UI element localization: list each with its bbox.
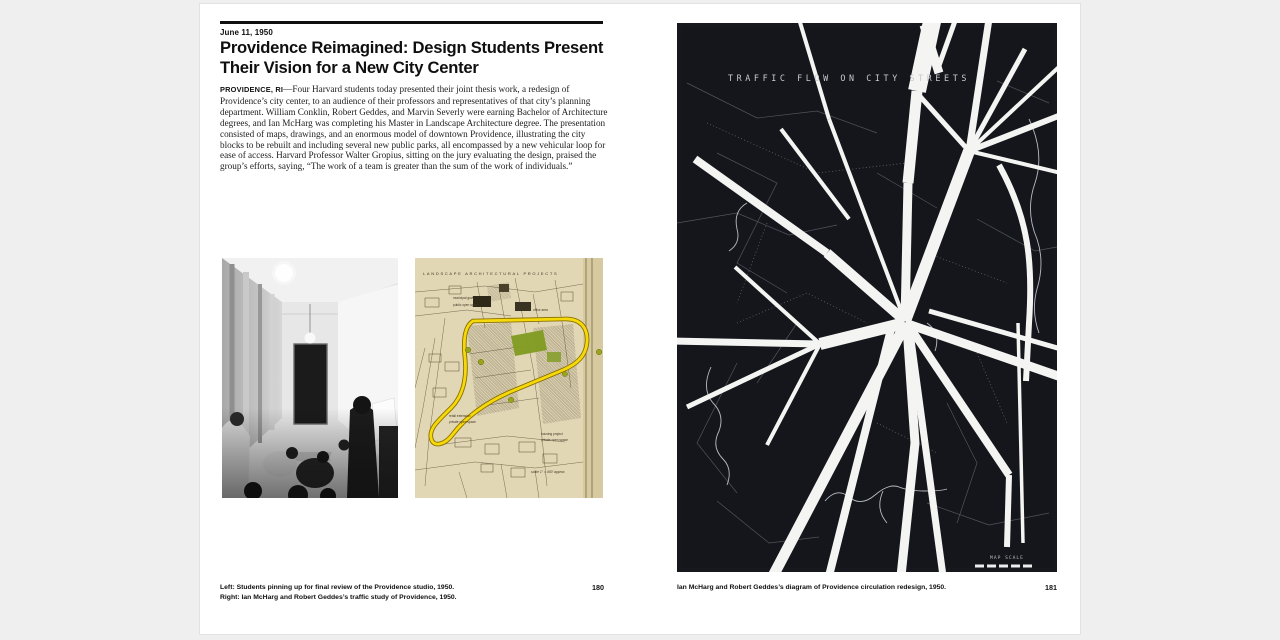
book-spread — [200, 4, 1080, 634]
article-body — [220, 84, 610, 172]
study-map-label-retail-open: private open space — [449, 420, 476, 424]
header-rule — [220, 21, 603, 24]
study-map-label-municipal: municipal govt — [453, 296, 474, 300]
study-map-label-retail: retail extension — [449, 414, 471, 418]
caption-right-map: Right: Ian McHarg and Robert Geddes’s traffic study of Providence, 1950. — [220, 593, 457, 601]
traffic-flow-diagram — [677, 23, 1057, 572]
study-map-label-housing: housing project — [541, 432, 563, 436]
traffic-map-scale-label: MAP SCALE — [990, 556, 1024, 561]
study-map-scale-note: scale 1" = 400' approx. — [531, 470, 566, 474]
article-title-line1: Providence Reimagined: Design Students Present — [220, 38, 604, 57]
traffic-map-title: TRAFFIC FLOW ON CITY STREETS — [728, 73, 970, 83]
studio-photo-graphic — [222, 258, 398, 498]
article-title — [220, 38, 620, 78]
studio-photo — [222, 258, 398, 498]
traffic-study-map-graphic — [415, 258, 603, 498]
article-body-text: —Four Harvard students today presented their joint thesis work, a redesign of Providence’s city center, to an audience of their professors and representatives of that city’s planning department. William Conklin, Robert Geddes, and Marvin Severly were earning Bachelor of Architecture degrees, and Ian McHarg was completing his Master in Landscape Architecture degree. The presentation consisted of maps, drawings, and an enormous model of downtown Providence, illustrating the city blocks to be rebuilt and including several new public parks, all encompassed by a new vehicular loop for ease of access. Harvard Professor Walter Gropius, sitting on the jury evaluating the design, praised the group’s efforts, saying, “The work of a team is greater than the sum of the work of individuals.” — [220, 84, 608, 172]
page-number-181: 181 — [1045, 583, 1057, 592]
article-dateline: PROVIDENCE, RI — [220, 85, 284, 94]
article-date: June 11, 1950 — [220, 28, 273, 37]
traffic-flow-graphic — [677, 23, 1057, 572]
study-map-label-housing-open: private open space — [541, 438, 568, 442]
study-map-label-public-open: public open space — [453, 303, 479, 307]
study-map-title: LANDSCAPE ARCHITECTURAL PROJECTS — [423, 271, 559, 276]
article-title-line2: Their Vision for a New City Center — [220, 58, 479, 77]
page-number-180: 180 — [592, 583, 604, 592]
study-map-label-office: office area — [533, 308, 548, 312]
caption-left-photo: Left: Students pinning up for final review of the Providence studio, 1950. — [220, 584, 455, 591]
traffic-study-map — [415, 258, 603, 498]
right-page-caption: Ian McHarg and Robert Geddes’s diagram of Providence circulation redesign, 1950. — [677, 584, 947, 591]
